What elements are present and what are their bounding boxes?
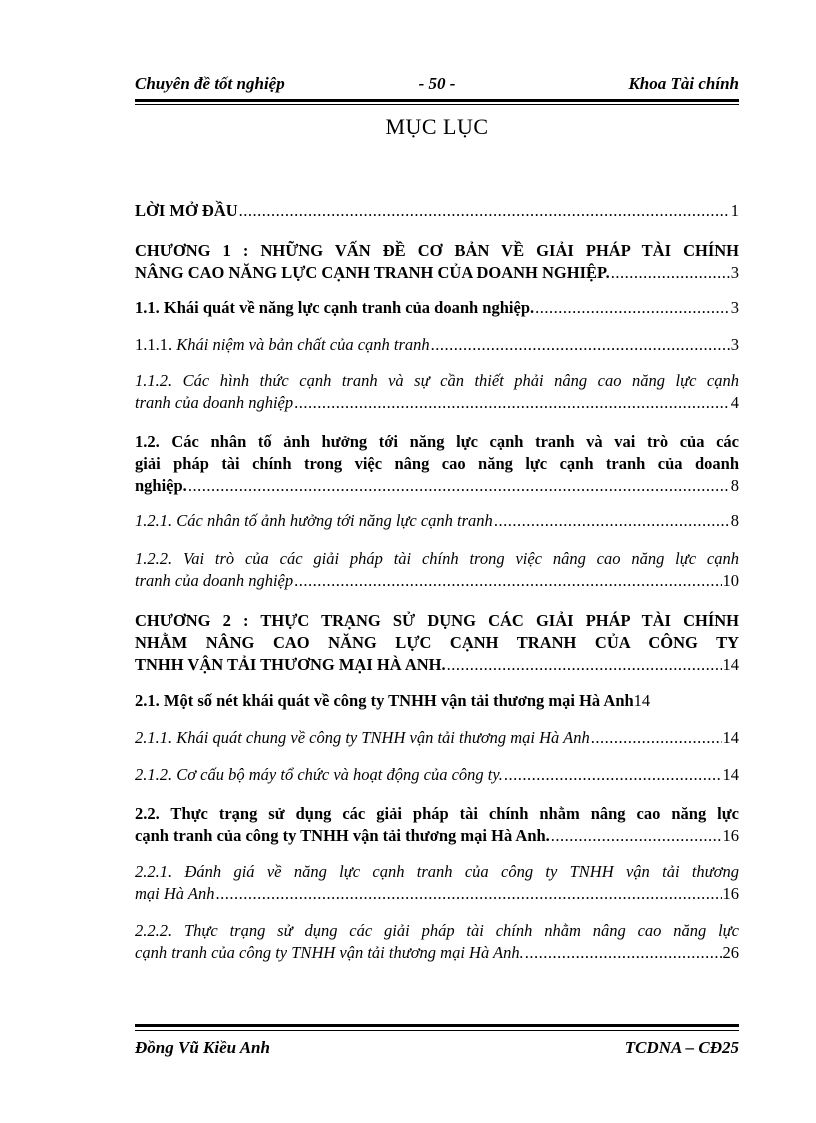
toc-entry-text: cạnh tranh của công ty TNHH vận tải thương mại Hà Anh.: [135, 943, 524, 962]
toc-entry-text: TNHH VẬN TẢI THƯƠNG MẠI HÀ ANH.: [135, 655, 446, 674]
toc-page-number: 16: [722, 826, 739, 845]
toc-entry[interactable]: [135, 803, 739, 847]
toc-entry-text: 2.2.1. Đánh giá về năng lực cạnh tranh của công ty TNHH vận tải thương: [135, 862, 739, 881]
toc-entry-text: 2.1.2. Cơ cấu bộ máy tổ chức và hoạt động của công ty.: [135, 765, 503, 784]
page-footer: [135, 1038, 739, 1062]
toc-leader-dots: [611, 262, 730, 284]
toc-page-number: 26: [722, 943, 739, 962]
toc-leader-dots: [294, 392, 730, 414]
toc-entry-text: NHẰM NÂNG CAO NĂNG LỰC CẠNH TRANH CỦA CÔNG TY: [135, 633, 739, 652]
toc-entry-text: 1.1. Khái quát về năng lực cạnh tranh của doanh nghiệp.: [135, 298, 535, 317]
header-rule-thin: [135, 104, 739, 105]
toc-leader-dots: [591, 727, 722, 749]
toc-entry-text: mại Hà Anh: [135, 884, 215, 903]
toc-leader-dots: [504, 764, 722, 786]
toc-entry[interactable]: [135, 240, 739, 284]
toc-leader-dots: [431, 334, 730, 356]
toc-entry[interactable]: [135, 370, 739, 414]
toc-entry-text: cạnh tranh của công ty TNHH vận tải thương mại Hà Anh.: [135, 826, 550, 845]
toc-page-number: 3: [730, 263, 739, 282]
header-left: Chuyên đề tốt nghiệp: [135, 74, 285, 93]
toc-page-number: 3: [730, 298, 739, 317]
page-title: MỤC LỤC: [385, 114, 489, 139]
toc-entry[interactable]: [135, 200, 739, 222]
toc-entry-text: nghiệp.: [135, 476, 187, 495]
toc-leader-dots: [239, 200, 730, 222]
toc-entry-text: 1.2.1. Các nhân tố ảnh hưởng tới năng lực cạnh tranh: [135, 511, 493, 530]
toc-entry[interactable]: [135, 297, 739, 319]
toc-entry[interactable]: [135, 690, 739, 712]
toc-entry-text: 1.2. Các nhân tố ảnh hưởng tới năng lực cạnh tranh và vai trò của các: [135, 432, 739, 451]
toc-entry-text: 1.1.2. Các hình thức cạnh tranh và sự cần thiết phải nâng cao năng lực cạnh: [135, 371, 739, 390]
toc-entry-text: NÂNG CAO NĂNG LỰC CẠNH TRANH CỦA DOANH NGHIỆP.: [135, 263, 610, 282]
toc-page-number: 14: [722, 765, 739, 784]
toc-entry[interactable]: [135, 548, 739, 592]
header-rule-thick: [135, 99, 739, 102]
toc-leader-dots: [447, 654, 722, 676]
toc-entry[interactable]: [135, 764, 739, 786]
toc-entry-text: 2.1. Một số nét khái quát về công ty TNHH vận tải thương mại Hà Anh: [135, 691, 634, 710]
toc-leader-dots: [188, 475, 730, 497]
footer-rule-thin: [135, 1030, 739, 1031]
toc-leader-dots: [551, 825, 722, 847]
footer-class: TCDNA – CĐ25: [624, 1038, 739, 1057]
toc-entry[interactable]: [135, 431, 739, 497]
footer-rule-thick: [135, 1024, 739, 1027]
header-right: Khoa Tài chính: [628, 74, 739, 93]
toc-page-number: 3: [730, 335, 739, 354]
toc-leader-dots: [294, 570, 721, 592]
toc-entry-text: LỜI MỞ ĐẦU: [135, 201, 238, 220]
toc-entry-text: giải pháp tài chính trong việc nâng cao năng lực cạnh tranh của doanh: [135, 454, 739, 473]
toc-entry[interactable]: [135, 861, 739, 905]
page-header: [135, 74, 739, 98]
toc-entry[interactable]: [135, 610, 739, 676]
toc-leader-dots: [215, 883, 721, 905]
toc-leader-dots: [494, 510, 730, 532]
toc-entry[interactable]: [135, 334, 739, 356]
toc-page-number: 4: [730, 393, 739, 412]
toc-entry-text: tranh của doanh nghiệp: [135, 571, 294, 590]
toc-entry-text: CHƯƠNG 1 : NHỮNG VẤN ĐỀ CƠ BẢN VỀ GIẢI PHÁP TÀI CHÍNH: [135, 241, 739, 260]
toc-entry-text: 1.2.2. Vai trò của các giải pháp tài chính trong việc nâng cao năng lực cạnh: [135, 549, 739, 568]
toc-entry-text: 2.2. Thực trạng sử dụng các giải pháp tài chính nhằm nâng cao năng lực: [135, 804, 739, 823]
toc-page-number: 10: [722, 571, 739, 590]
toc-leader-dots: [525, 942, 722, 964]
toc-entry[interactable]: [135, 920, 739, 964]
toc-entry[interactable]: [135, 510, 739, 532]
footer-author: Đồng Vũ Kiều Anh: [135, 1038, 270, 1057]
toc-leader-dots: [535, 297, 730, 319]
page-number: - 50 -: [418, 74, 456, 93]
toc-entry[interactable]: [135, 727, 739, 749]
toc-page-number: 1: [730, 201, 739, 220]
toc-page-number: 8: [730, 476, 739, 495]
toc-entry-text: tranh của doanh nghiệp: [135, 393, 294, 412]
toc-page-number: 16: [722, 884, 739, 903]
toc-entry-text: 1.1.1. Khái niệm và bản chất của cạnh tranh: [135, 335, 430, 354]
toc-page-number: 14: [722, 728, 739, 747]
toc-page-number: 14: [633, 691, 651, 710]
toc-entry-text: 2.2.2. Thực trạng sử dụng các giải pháp tài chính nhằm nâng cao năng lực: [135, 921, 739, 940]
toc-page-number: 14: [722, 655, 739, 674]
toc-page-number: 8: [730, 511, 739, 530]
toc-entry-text: CHƯƠNG 2 : THỰC TRẠNG SỬ DỤNG CÁC GIẢI PHÁP TÀI CHÍNH: [135, 611, 739, 630]
toc-entry-text: 2.1.1. Khái quát chung về công ty TNHH vận tải thương mại Hà Anh: [135, 728, 590, 747]
